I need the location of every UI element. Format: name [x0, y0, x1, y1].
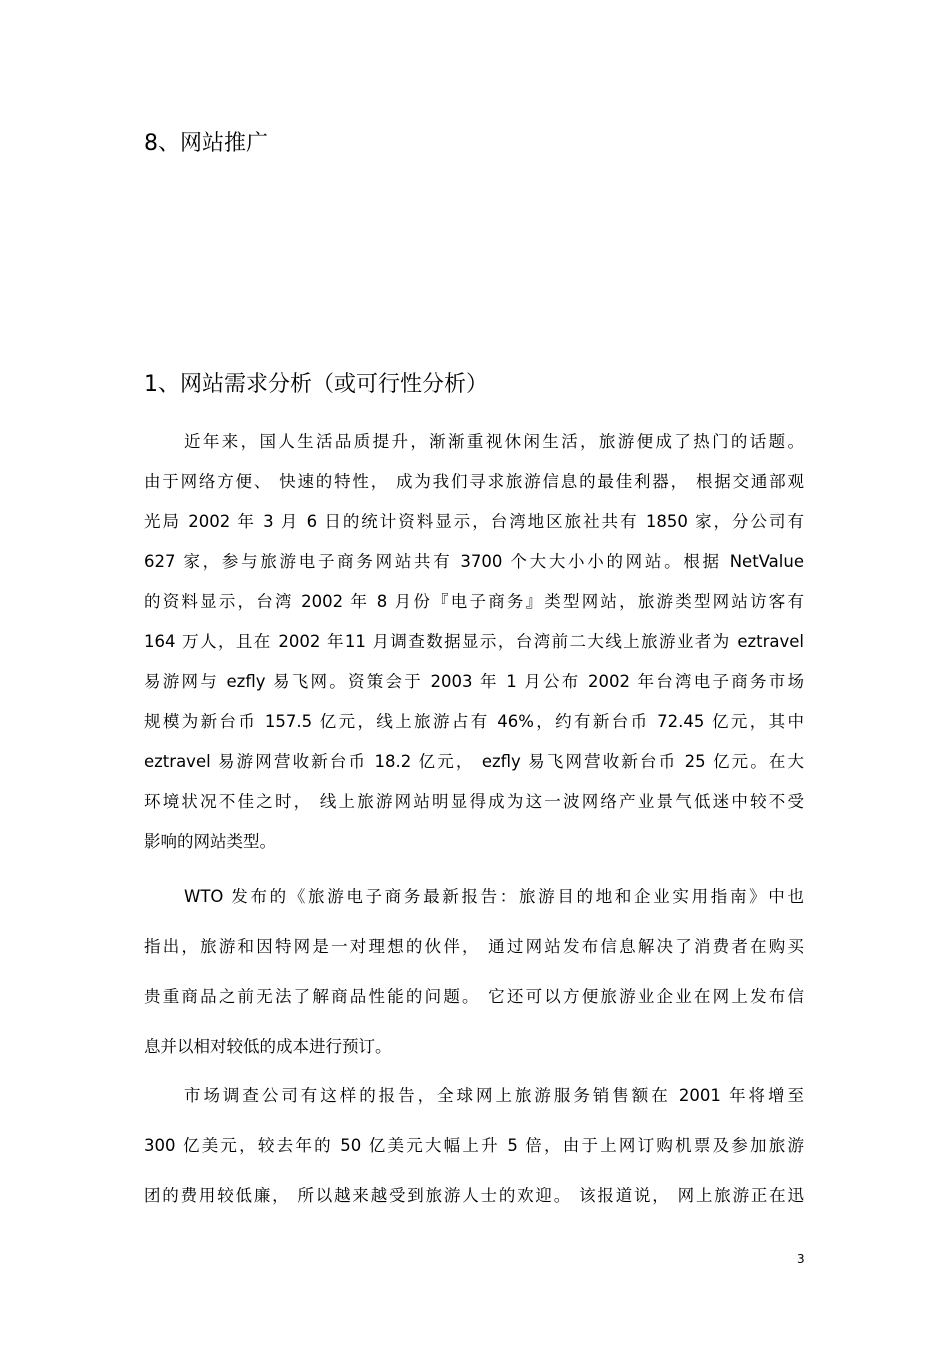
paragraph-line: 团的费用较低廉， 所以越来越受到旅游人士的欢迎。 该报道说， 网上旅游正在迅	[144, 1186, 804, 1205]
chapter-heading: 8、网站推广	[144, 131, 268, 156]
paragraph-line: 贵重商品之前无法了解商品性能的问题。 它还可以方便旅游业企业在网上发布信	[144, 987, 804, 1006]
paragraph-line: 市场调查公司有这样的报告，全球网上旅游服务销售额在 2001 年将增至	[184, 1086, 804, 1105]
section-heading: 1、网站需求分析（或可行性分析）	[144, 372, 488, 397]
paragraph-line: 的资料显示，台湾 2002 年 8 月份『电子商务』类型网站，旅游类型网站访客有	[144, 592, 804, 611]
paragraph-line: 息并以相对较低的成本进行预订。	[144, 1037, 392, 1056]
paragraph-line: WTO 发布的《旅游电子商务最新报告：旅游目的地和企业实用指南》中也	[184, 887, 804, 906]
paragraph-2	[144, 883, 804, 1083]
paragraph-1	[144, 428, 804, 868]
paragraph-line: 规模为新台币 157.5 亿元，线上旅游占有 46%，约有新台币 72.45 亿元，其中	[144, 712, 804, 731]
paragraph-line: 164 万人，且在 2002 年11 月调查数据显示，台湾前二大线上旅游业者为 eztravel	[144, 632, 804, 651]
paragraph-line: 近年来，国人生活品质提升，渐渐重视休闲生活，旅游便成了热门的话题。	[184, 432, 804, 451]
paragraph-3	[144, 1082, 804, 1232]
paragraph-line: 300 亿美元，较去年的 50 亿美元大幅上升 5 倍，由于上网订购机票及参加旅游	[144, 1136, 804, 1155]
paragraph-line: 环境状况不佳之时， 线上旅游网站明显得成为这一波网络产业景气低迷中较不受	[144, 792, 804, 811]
paragraph-line: 627 家，参与旅游电子商务网站共有 3700 个大大小小的网站。根据 NetValue	[144, 552, 804, 571]
paragraph-line: 光局 2002 年 3 月 6 日的统计资料显示，台湾地区旅社共有 1850 家，分公司有	[144, 512, 804, 531]
page-number: 3	[797, 1252, 805, 1266]
paragraph-line: 由于网络方便、 快速的特性， 成为我们寻求旅游信息的最佳利器， 根据交通部观	[144, 472, 804, 491]
paragraph-line: eztravel 易游网营收新台币 18.2 亿元， ezfly 易飞网营收新台币 25 亿元。在大	[144, 752, 804, 771]
paragraph-line: 指出，旅游和因特网是一对理想的伙伴， 通过网站发布信息解决了消费者在购买	[144, 937, 804, 956]
paragraph-line: 易游网与 ezfly 易飞网。资策会于 2003 年 1 月公布 2002 年台湾电子商务市场	[144, 672, 804, 691]
paragraph-line: 影响的网站类型。	[144, 832, 276, 851]
